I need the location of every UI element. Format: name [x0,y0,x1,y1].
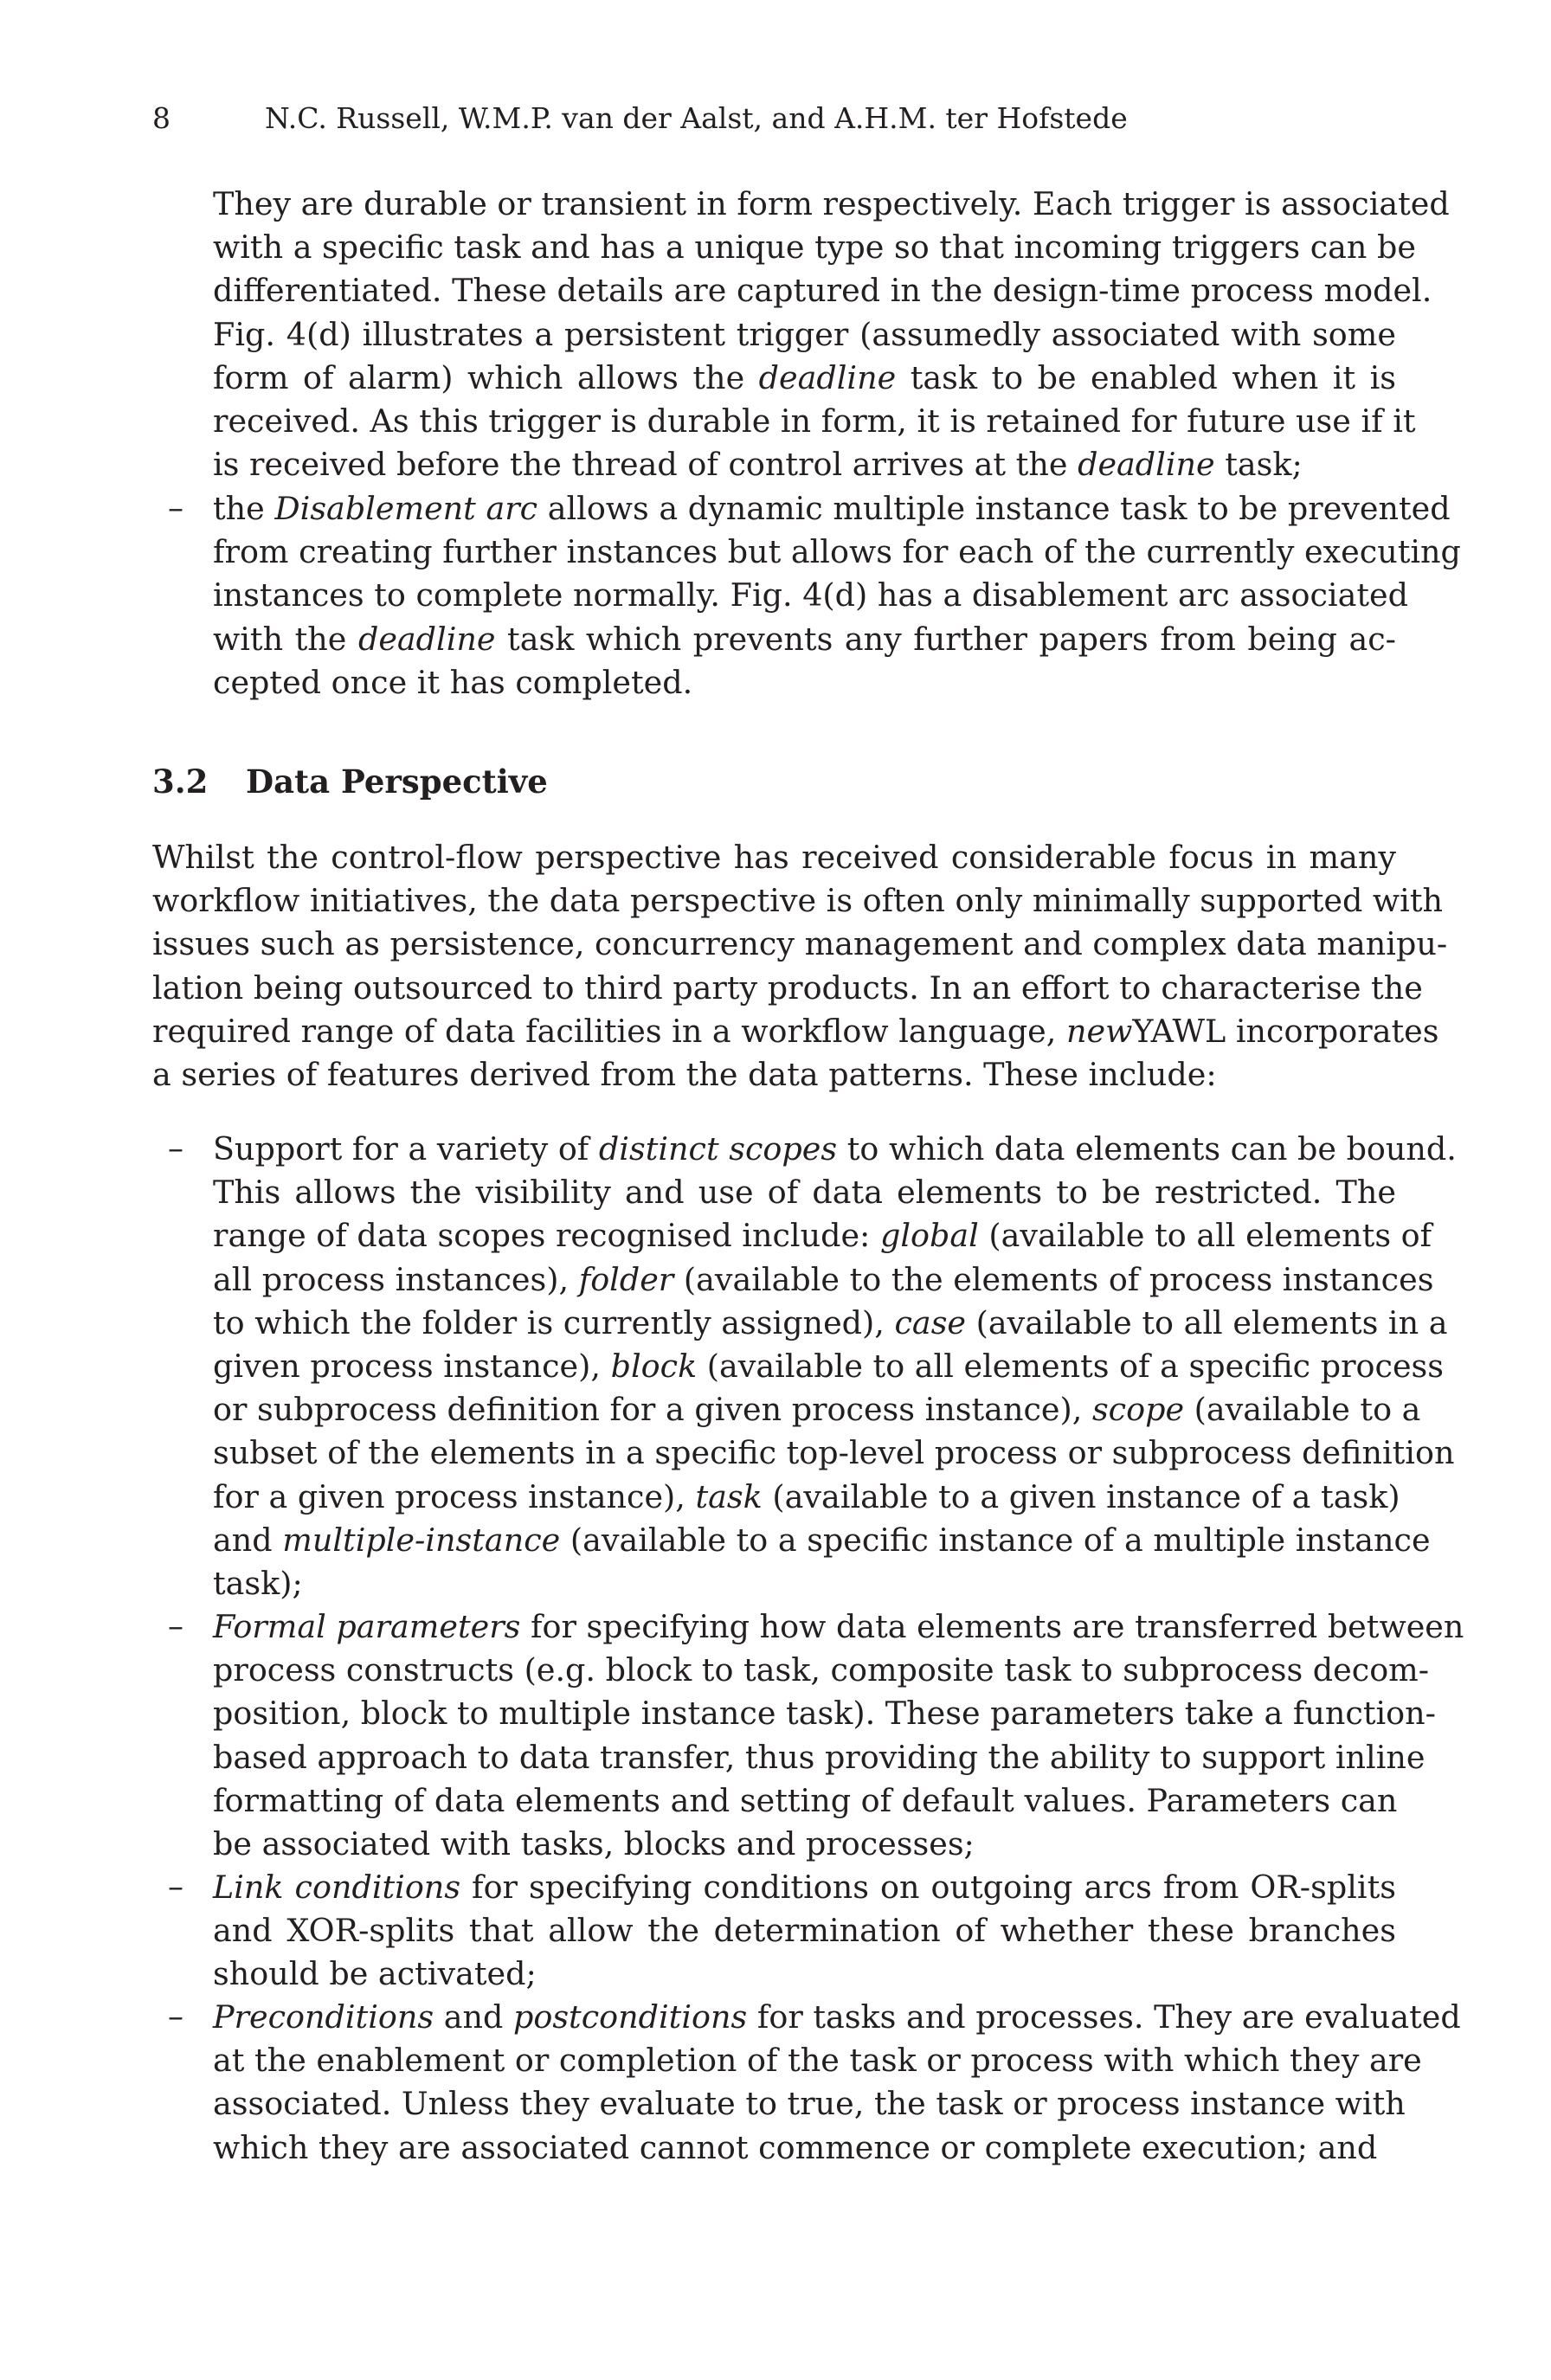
link-conditions-item [213,1866,1396,1997]
term-global: global [879,1217,979,1255]
text-line: Link conditions for specifying conditions on outgoing arcs from OR-splits [213,1869,1396,1906]
text-line: associated. Unless they evaluate to true, the task or process instance with [213,2085,1406,2123]
term-block: block [610,1347,698,1385]
text-line: with the deadline task which prevents any further papers from being ac- [213,620,1396,658]
text-line: to which the folder is currently assigned), case (available to all elements in a [213,1303,1448,1341]
section-number: 3.2 [152,762,209,801]
text-line: lation being outsourced to third party products. In an effort to characterise the [152,968,1423,1007]
text-line: instances to complete normally. Fig. 4(d) has a disablement arc associated [213,576,1408,614]
text-line: formatting of data elements and setting of default values. Parameters can [213,1781,1398,1819]
text-line: differentiated. These details are captured in the design-time process model. [213,272,1432,310]
running-head-authors: N.C. Russell, W.M.P. van der Aalst, and A.H.M. ter Hofstede [265,101,1128,135]
term-folder: folder [578,1260,674,1298]
preconditions-item [213,1996,1461,2170]
text-line: task); [213,1564,303,1602]
term-case: case [894,1303,967,1341]
text-line: which they are associated cannot commence or complete execution; and [213,2128,1378,2166]
text-line: based approach to data transfer, thus providing the ability to support inline [213,1738,1426,1776]
section-heading [152,760,548,803]
text-line: for a given process instance), task (available to a given instance of a task) [213,1477,1400,1515]
text-line: with a specific task and has a unique type so that incoming triggers can be [213,228,1417,267]
section-title: Data Perspective [246,762,548,801]
term-postconditions: postconditions [512,1998,748,2036]
text-line: should be activated; [213,1955,537,1993]
text-line: and multiple-instance (available to a specific instance of a multiple instance [213,1521,1431,1559]
text-line: or subprocess definition for a given process instance), scope (available to a [213,1391,1421,1429]
running-head [152,97,1399,140]
text-line: This allows the visibility and use of data elements to be restricted. The [213,1174,1396,1212]
formal-parameters-item [213,1605,1464,1866]
text-line: workflow initiatives, the data perspective is often only minimally supported with [152,882,1444,920]
term-link-conditions: Link conditions [213,1869,461,1906]
text-line: position, block to multiple instance task). These parameters take a function- [213,1695,1437,1733]
term-formal-parameters: Formal parameters [213,1608,521,1645]
text-line: given process instance), block (available to all elements of a specific process [213,1347,1445,1385]
intro-paragraph [152,836,1448,1097]
term-task: task [695,1477,763,1515]
text-line: Support for a variety of distinct scopes to which data elements can be bound. [213,1130,1457,1167]
text-line: form of alarm) which allows the deadline task to be enabled when it is [213,358,1396,396]
text-line: be associated with tasks, blocks and processes; [213,1824,975,1862]
page-number: 8 [152,101,171,135]
term-multiple-instance: multiple-instance [282,1521,561,1559]
text-line: Fig. 4(d) illustrates a persistent trigger (assumedly associated with some [213,315,1396,353]
newyawl-prefix: new [1066,1012,1133,1050]
text-line: is received before the thread of control arrives at the deadline task; [213,446,1303,484]
term-disablement-arc: Disablement arc [274,490,538,527]
list-marker: – [168,491,183,526]
list-marker: – [168,1999,183,2035]
text-line: received. As this trigger is durable in form, it is retained for future use if it [213,402,1416,440]
text-line: required range of data facilities in a workflow language, newYAWL incorporates [152,1012,1439,1050]
text-line: at the enablement or completion of the task or process with which they are [213,2042,1422,2080]
text-line: They are durable or transient in form respectively. Each trigger is associated [213,185,1450,222]
disablement-arc-item [213,487,1461,704]
text-line: cepted once it has completed. [213,663,693,701]
term-deadline: deadline [357,620,496,658]
trigger-item-continuation [213,183,1450,486]
list-marker: – [168,1609,183,1644]
text-line: issues such as persistence, concurrency management and complex data manipu- [152,925,1448,963]
text-line: and XOR-splits that allow the determination of whether these branches [213,1912,1396,1950]
list-marker: – [168,1131,183,1167]
distinct-scopes-item [213,1128,1457,1605]
text-line: from creating further instances but allows for each of the currently executing [213,533,1461,571]
term-deadline: deadline [1078,446,1215,484]
text-line: range of data scopes recognised include: global (available to all elements of [213,1217,1432,1255]
text-line: subset of the elements in a specific top-level process or subprocess definition [213,1434,1455,1472]
term-distinct-scopes: distinct scopes [598,1130,838,1167]
term-deadline: deadline [758,358,897,396]
list-marker: – [168,1869,183,1905]
text-line: all process instances), folder (available to the elements of process instances [213,1260,1434,1298]
text-line: Preconditions and postconditions for tasks and processes. They are evaluated [213,1998,1461,2036]
term-scope: scope [1091,1391,1185,1429]
term-preconditions: Preconditions [213,1998,434,2036]
text-line: Formal parameters for specifying how data elements are transferred between [213,1608,1464,1645]
text-line: process constructs (e.g. block to task, composite task to subprocess decom- [213,1651,1430,1689]
text-line: a series of features derived from the data patterns. These include: [152,1055,1217,1093]
text-line: the Disablement arc allows a dynamic multiple instance task to be prevented [213,490,1451,527]
text-line: Whilst the control-flow perspective has received considerable focus in many [152,839,1396,876]
